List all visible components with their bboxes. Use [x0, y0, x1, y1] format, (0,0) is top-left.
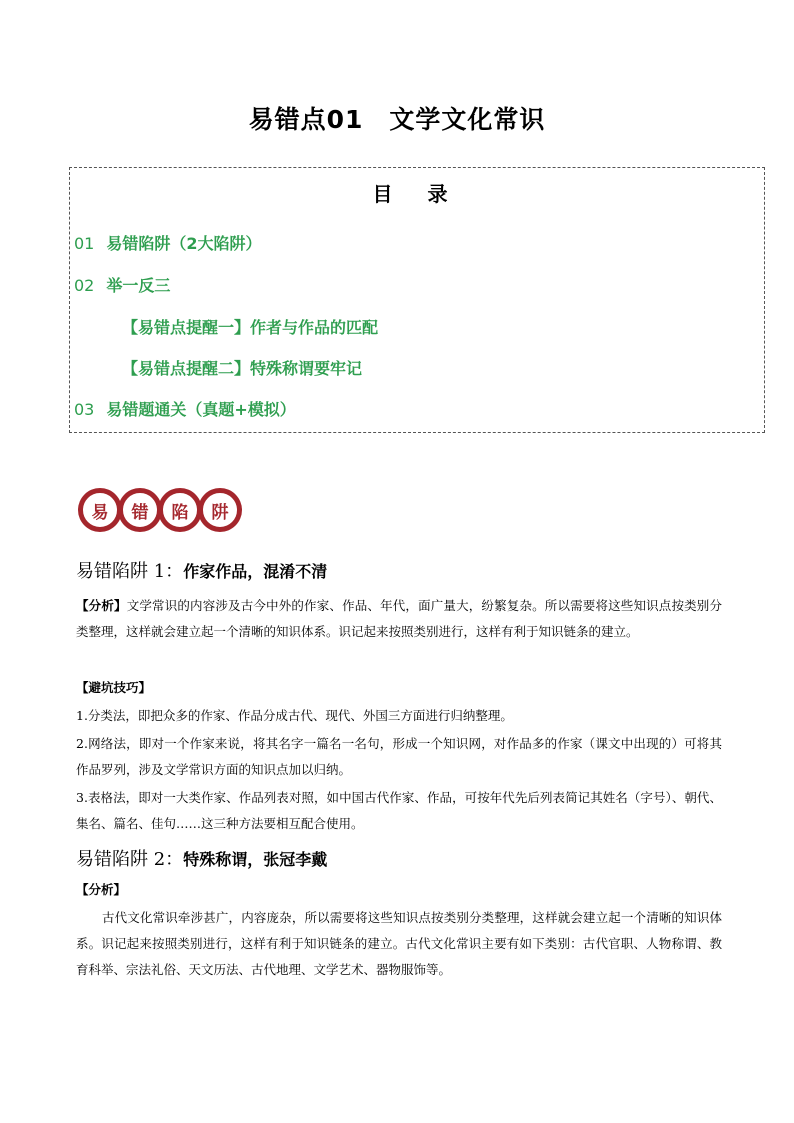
toc-item-02[interactable] — [74, 273, 170, 296]
tips-label: 【避坑技巧】 — [76, 680, 152, 695]
trap-title: 作家作品，混淆不清 — [183, 562, 328, 581]
toc-heading: 目 录 — [372, 182, 462, 206]
toc-item-01[interactable] — [74, 231, 262, 254]
trap-1-heading — [76, 557, 327, 583]
trap-2-heading — [76, 845, 327, 871]
toc-label: 易错陷阱（2大陷阱） — [106, 234, 262, 253]
banner-circle: 陷 — [158, 488, 202, 532]
tip-2: 2.网络法，即对一个作家来说，将其名字一篇名一名句，形成一个知识网，对作品多的作家（课文中出现的）可将其作品罗列，涉及文学常识方面的知识点加以归纳。 — [76, 736, 722, 777]
analysis-label: 【分析】 — [76, 598, 127, 613]
tip-3: 3.表格法，即对一大类作家、作品列表对照，如中国古代作家、作品，可按年代先后列表简记其姓名（字号）、朝代、集名、篇名、佳句……这三种方法要相互配合使用。 — [76, 790, 722, 831]
toc-label: 【易错点提醒一】作者与作品的匹配 — [122, 318, 379, 337]
tip-1: 1.分类法，即把众多的作家、作品分成古代、现代、外国三方面进行归纳整理。 — [76, 708, 513, 723]
toc-label: 举一反三 — [106, 276, 171, 295]
analysis-text: 文学常识的内容涉及古今中外的作家、作品、年代，面广量大，纷繁复杂。所以需要将这些知识点按类别分类整理，这样就会建立起一个清晰的知识体系。识记起来按照类别进行，这样有利于知识链条的建立。 — [76, 598, 722, 639]
toc-item-reminder-2[interactable] — [122, 356, 362, 379]
table-of-contents — [69, 167, 765, 433]
toc-item-03[interactable] — [74, 397, 296, 420]
toc-number: 03 — [74, 400, 95, 419]
banner-circle: 阱 — [198, 488, 242, 532]
trap-2-analysis: 古代文化常识牵涉甚广，内容庞杂，所以需要将这些知识点按类别分类整理，这样就会建立起一个清晰的知识体系。识记起来按照类别进行，这样有利于知识链条的建立。古代文化常识主要有如下类别：古代官职、人物称谓、教育科举、宗法礼俗、天文历法、古代地理、文学艺术、器物服饰等。 — [76, 910, 722, 977]
trap-prefix: 易错陷阱 1： — [76, 561, 184, 582]
toc-number: 02 — [74, 276, 95, 295]
analysis-label: 【分析】 — [76, 882, 127, 897]
banner-circle: 错 — [118, 488, 162, 532]
toc-label: 易错题通关（真题+模拟） — [106, 400, 296, 419]
banner-circle: 易 — [78, 488, 122, 532]
toc-item-reminder-1[interactable] — [122, 315, 378, 338]
trap-1-analysis — [76, 593, 722, 645]
trap-title: 特殊称谓，张冠李戴 — [183, 850, 328, 869]
toc-number: 01 — [74, 234, 95, 253]
toc-label: 【易错点提醒二】特殊称谓要牢记 — [122, 359, 363, 378]
page-title: 易错点01 文学文化常识 — [248, 105, 546, 134]
trap-prefix: 易错陷阱 2： — [76, 849, 184, 870]
